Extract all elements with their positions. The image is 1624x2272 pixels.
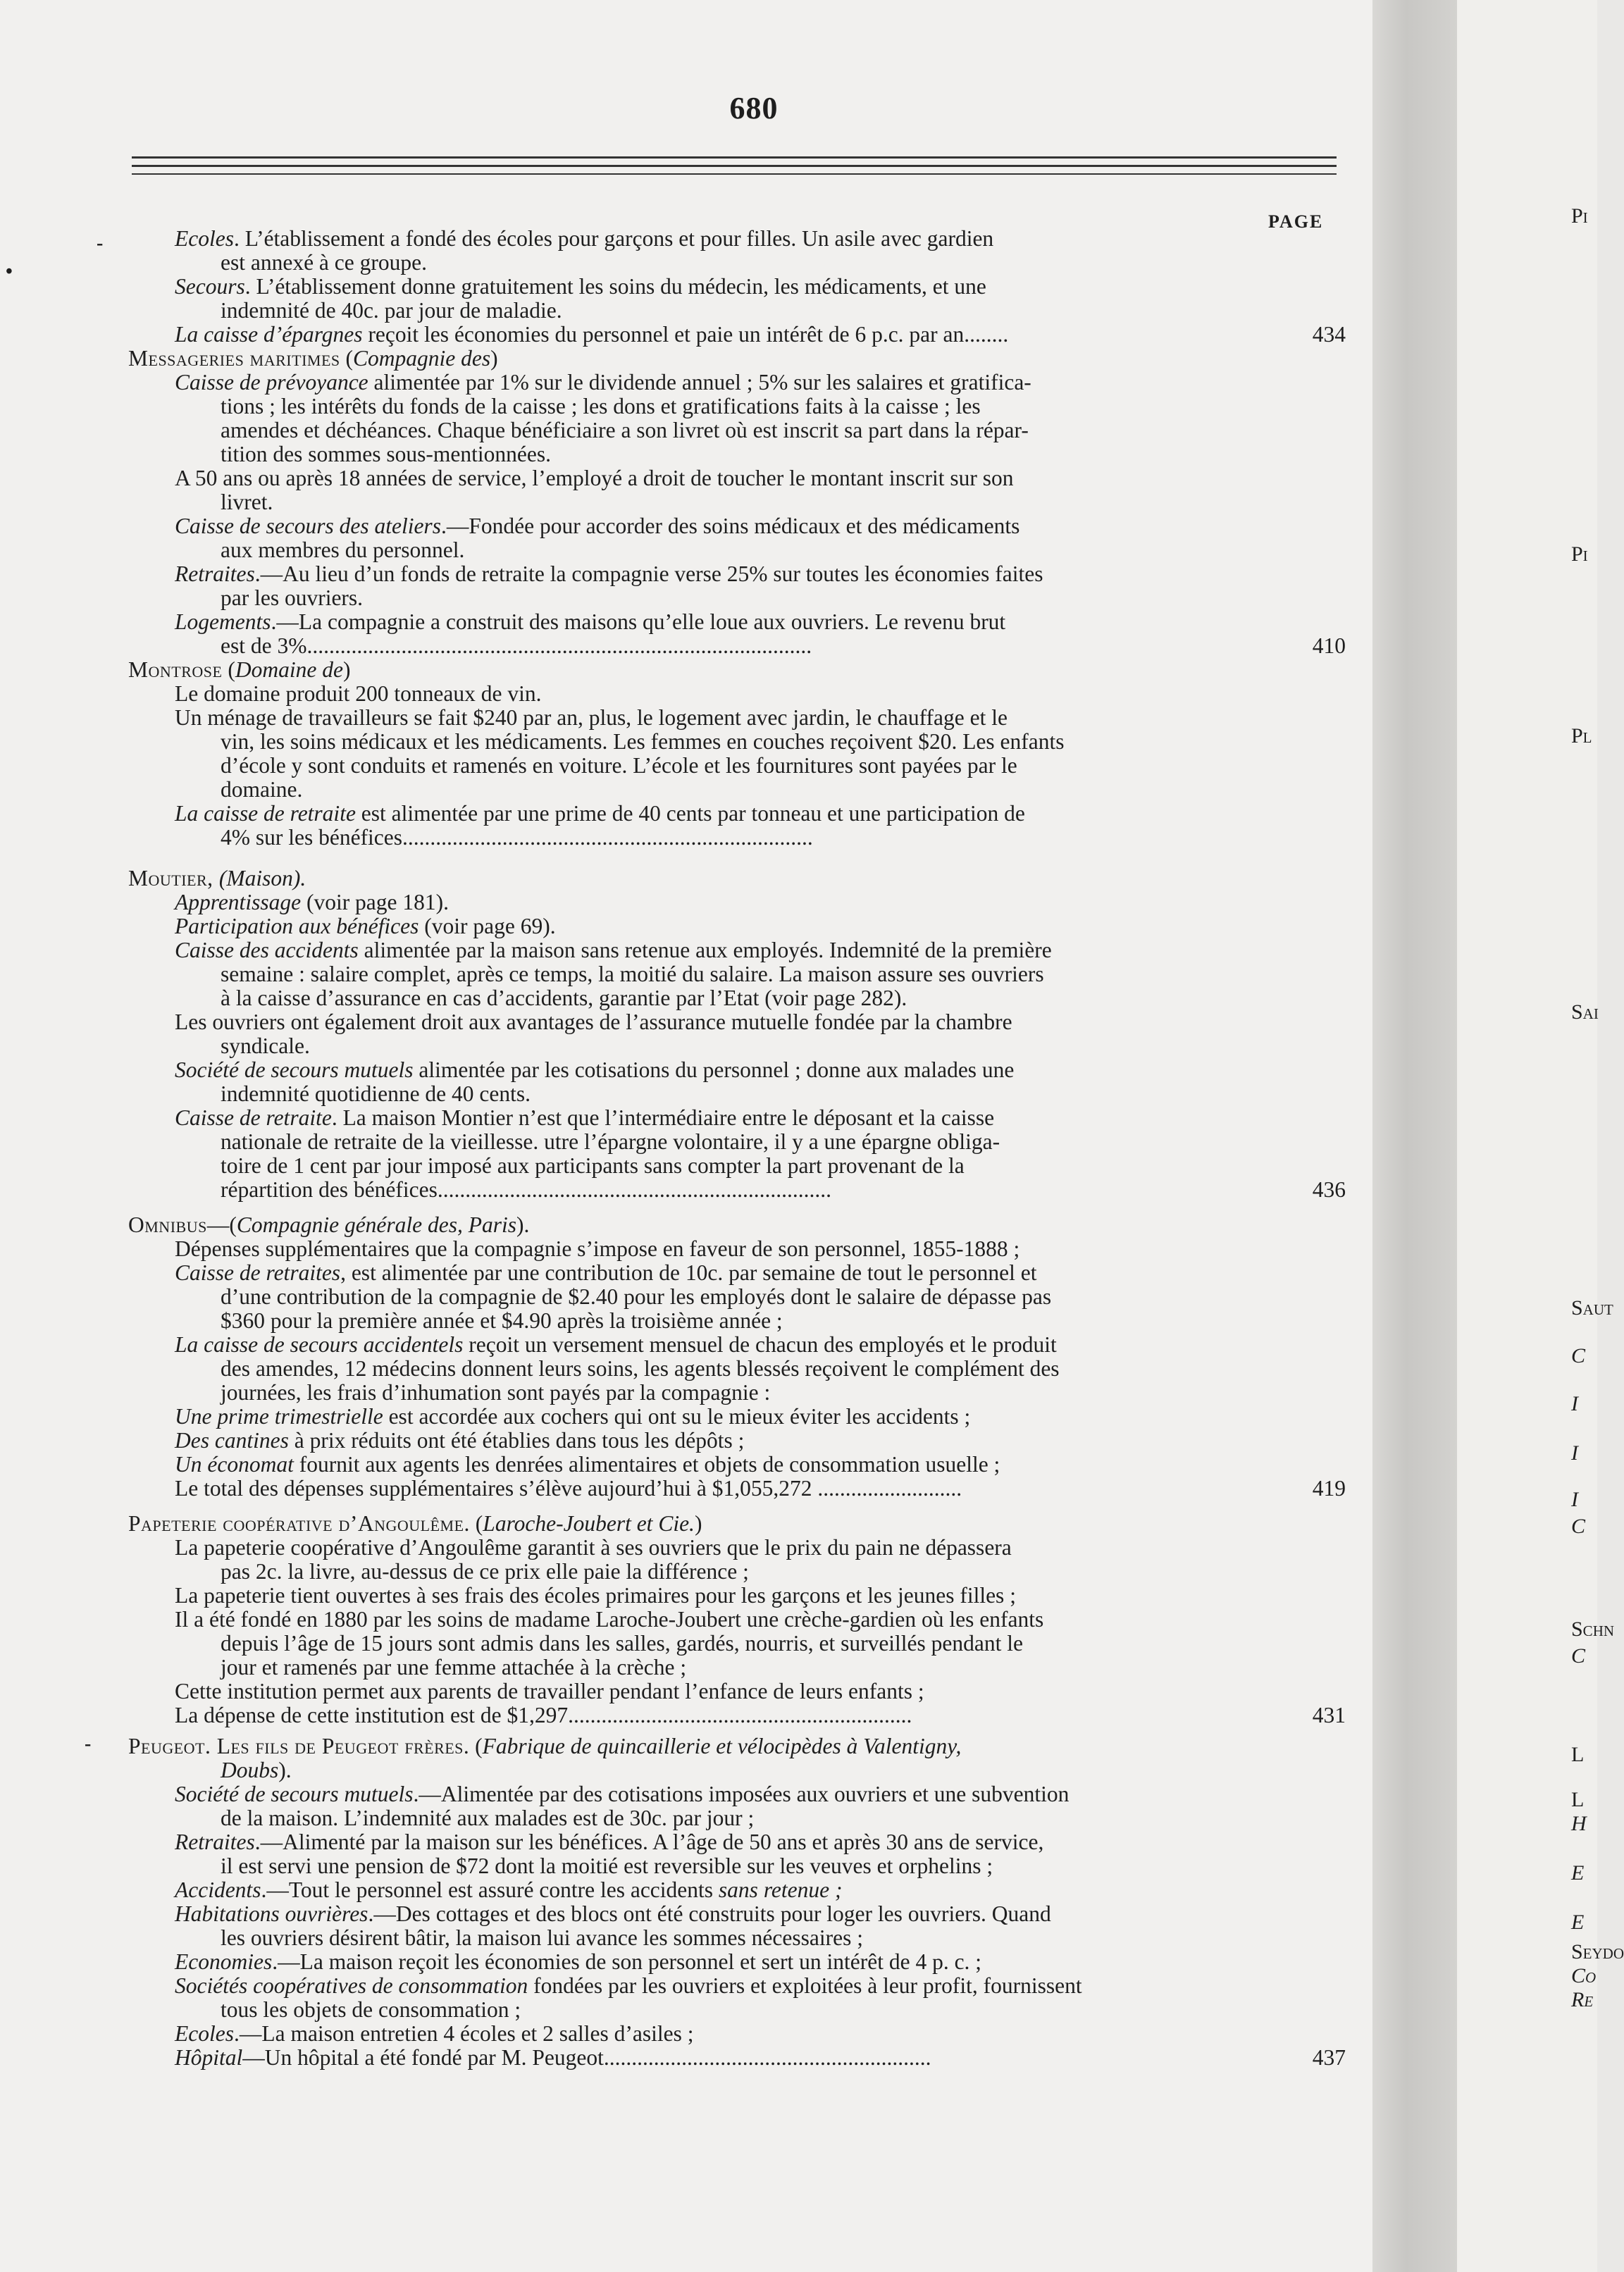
text-line bbox=[128, 1213, 529, 1237]
text-line bbox=[221, 1154, 965, 1178]
facing-page-word: C bbox=[1571, 1515, 1586, 1538]
text-line bbox=[128, 1512, 702, 1536]
text-run: —Un hôpital a été fondé par M. Peugeot........................................................... bbox=[242, 2045, 931, 2070]
text-run: ) bbox=[342, 657, 351, 682]
text-line bbox=[175, 1106, 994, 1130]
text-line bbox=[128, 867, 306, 890]
text-run: à prix réduits ont été établies dans tous les dépôts ; bbox=[288, 1428, 745, 1453]
facing-page-word: Pl bbox=[1571, 724, 1592, 747]
text-run: La dépense de cette institution est de $1,297.............................................................. bbox=[175, 1703, 912, 1727]
text-run: tous les objets de consommation ; bbox=[221, 1997, 521, 2022]
text-run: à la caisse d’assurance en cas d’accidents, garantie par l’Etat (voir page 282). bbox=[221, 986, 907, 1010]
text-run: jour et ramenés par une femme attachée à la crèche ; bbox=[221, 1655, 687, 1680]
text-run: .—La maison entretien 4 écoles et 2 salles d’asiles ; bbox=[233, 2021, 694, 2046]
text-line bbox=[175, 1902, 1051, 1926]
text-run: . La maison Montier n’est que l’intermédiaire entre le déposant et la caisse bbox=[331, 1105, 995, 1130]
italic-run: Caisse de retraite bbox=[175, 1105, 332, 1130]
text-line bbox=[175, 1405, 970, 1429]
text-line bbox=[175, 2022, 694, 2046]
text-run: est alimentée par une prime de 40 cents par tonneau et une participation de bbox=[355, 801, 1025, 826]
italic-run: Participation aux bénéfices bbox=[175, 914, 419, 938]
text-line bbox=[221, 1854, 993, 1878]
page-reference: 410 bbox=[1312, 633, 1346, 658]
italic-run: Secours bbox=[175, 274, 245, 299]
text-run: indemnité de 40c. par jour de maladie. bbox=[221, 298, 562, 323]
text-run: Les ouvriers ont également droit aux avantages de l’assurance mutuelle fondée par la chambre bbox=[175, 1010, 1012, 1034]
facing-page-word: Re bbox=[1571, 1988, 1594, 2011]
text-run: ). bbox=[516, 1212, 530, 1237]
text-line bbox=[175, 938, 1052, 962]
italic-run: Sociétés coopératives de consommation bbox=[175, 1973, 528, 1998]
italic-run: Caisse des accidents bbox=[175, 938, 359, 962]
page-reference: 434 bbox=[1312, 322, 1346, 347]
facing-page-word: C bbox=[1571, 1644, 1586, 1668]
text-line bbox=[175, 1333, 1057, 1357]
text-run: pas 2c. la livre, au-dessus de ce prix elle paie la différence ; bbox=[221, 1559, 749, 1584]
text-run: .—Alimentée par des cotisations imposées aux ouvriers et une subvention bbox=[413, 1782, 1070, 1806]
text-run: . L’établissement a fondé des écoles pour garçons et pour filles. Un asile avec gardien bbox=[233, 226, 994, 251]
text-run: reçoit les économies du personnel et paie un intérêt de 6 p.c. par an........ bbox=[362, 322, 1009, 347]
entry-heading: Omnibus bbox=[128, 1212, 207, 1237]
page-reference: 431 bbox=[1312, 1703, 1346, 1727]
margin-mark: - bbox=[97, 232, 104, 254]
text-run: journées, les frais d’inhumation sont payés par la compagnie : bbox=[221, 1380, 771, 1405]
text-run: ). bbox=[278, 1758, 292, 1782]
text-line bbox=[221, 1130, 1000, 1154]
text-run: reçoit un versement mensuel de chacun des employés et le produit bbox=[463, 1332, 1057, 1357]
text-line bbox=[175, 1950, 981, 1974]
facing-page-word: Saut bbox=[1571, 1296, 1613, 1320]
text-line bbox=[175, 1429, 744, 1453]
text-line bbox=[175, 1782, 1069, 1806]
header-rule bbox=[132, 173, 1337, 175]
page-reference: 419 bbox=[1312, 1476, 1346, 1501]
italic-run: Apprentissage bbox=[175, 890, 302, 914]
text-run: nationale de retraite de la vieillesse. utre l’épargne volontaire, il y a une épargne obliga- bbox=[221, 1129, 1000, 1154]
text-run: Il a été fondé en 1880 par les soins de madame Laroche-Joubert une crèche-gardien où les enfants bbox=[175, 1607, 1044, 1632]
text-run: Le domaine produit 200 tonneaux de vin. bbox=[175, 681, 542, 706]
text-line bbox=[221, 1926, 863, 1950]
text-line bbox=[175, 1680, 924, 1703]
facing-page-word: L bbox=[1571, 1743, 1585, 1766]
text-line bbox=[221, 826, 813, 850]
text-run: amendes et déchéances. Chaque bénéficiaire a son livret où est inscrit sa part dans la répar- bbox=[221, 418, 1029, 442]
text-run: semaine : salaire complet, après ce temps, la moitié du salaire. La maison assure ses ouvriers bbox=[221, 962, 1044, 986]
text-run: .—Alimenté par la maison sur les bénéfices. A l’âge de 50 ans et après 30 ans de service, bbox=[254, 1830, 1044, 1854]
entry-heading: Papeterie coopérative d’Angoulême. bbox=[128, 1511, 470, 1536]
text-run: d’une contribution de la compagnie de $2.40 pour les employés dont le salaire de dépasse pas bbox=[221, 1284, 1052, 1309]
text-line bbox=[221, 1758, 292, 1782]
text-line bbox=[221, 1656, 686, 1680]
facing-page-word: I bbox=[1571, 1488, 1578, 1511]
text-line bbox=[175, 706, 1008, 730]
text-run: ) bbox=[490, 346, 498, 371]
italic-run: La caisse de secours accidentels bbox=[175, 1332, 464, 1357]
text-line bbox=[175, 1453, 1000, 1477]
text-line bbox=[221, 754, 1017, 778]
text-run: est accordée aux cochers qui ont su le mieux éviter les accidents ; bbox=[383, 1404, 971, 1429]
text-run: fournit aux agents les denrées alimentaires et objets de consommation usuelle ; bbox=[293, 1452, 1000, 1477]
text-line bbox=[221, 1309, 783, 1333]
text-run: Dépenses supplémentaires que la compagnie s’impose en faveur de son personnel, 1855-1888 ; bbox=[175, 1236, 1020, 1261]
text-line bbox=[175, 914, 556, 938]
text-line bbox=[221, 986, 907, 1010]
text-line bbox=[221, 1034, 310, 1058]
text-run: des amendes, 12 médecins donnent leurs soins, les agents blessés reçoivent le complément des bbox=[221, 1356, 1060, 1381]
book-gutter bbox=[1372, 0, 1457, 2272]
text-line bbox=[221, 1998, 521, 2022]
text-run: alimentée par les cotisations du personnel ; donne aux malades une bbox=[413, 1057, 1015, 1082]
italic-run: Ecoles bbox=[175, 2021, 234, 2046]
text-line bbox=[221, 418, 1029, 442]
facing-page-word: I bbox=[1571, 1392, 1578, 1415]
page-column-label: PAGE bbox=[1268, 211, 1324, 232]
text-line bbox=[175, 802, 1025, 826]
text-run: alimentée par la maison sans retenue aux employés. Indemnité de la première bbox=[358, 938, 1052, 962]
text-run: aux membres du personnel. bbox=[221, 538, 465, 562]
text-line bbox=[175, 1584, 1016, 1608]
text-run: .—La compagnie a construit des maisons qu’elle loue aux ouvriers. Le revenu brut bbox=[271, 609, 1006, 634]
italic-run: Des cantines bbox=[175, 1428, 289, 1453]
text-run: d’école y sont conduits et ramenés en voiture. L’école et les fournitures sont payées par le bbox=[221, 753, 1017, 778]
text-run: (voir page 69). bbox=[419, 914, 556, 938]
text-run: .—Des cottages et des blocs ont été construits pour loger les ouvriers. Quand bbox=[368, 1901, 1051, 1926]
margin-mark: - bbox=[85, 1733, 92, 1755]
text-run: depuis l’âge de 15 jours sont admis dans les salles, gardés, nourris, et surveillés pendant le bbox=[221, 1631, 1023, 1656]
text-line bbox=[221, 490, 273, 514]
italic-run: Un économat bbox=[175, 1452, 294, 1477]
text-line bbox=[221, 778, 302, 802]
text-line bbox=[175, 1703, 912, 1727]
text-run: ( bbox=[340, 346, 354, 371]
text-run: tions ; les intérêts du fonds de la caisse ; les dons et gratifications faits à la caisse ; les bbox=[221, 394, 981, 418]
page-reference: 436 bbox=[1312, 1177, 1346, 1202]
text-run: 4% sur les bénéfices.......................................................................... bbox=[221, 825, 813, 850]
italic-run: Economies bbox=[175, 1949, 273, 1974]
italic-run: Laroche-Joubert et Cie. bbox=[483, 1511, 695, 1536]
text-run: est annexé à ce groupe. bbox=[221, 250, 427, 275]
text-line bbox=[221, 1381, 770, 1405]
page-reference: 437 bbox=[1312, 2045, 1346, 2070]
text-run: $360 pour la première année et $4.90 après la troisième année ; bbox=[221, 1308, 783, 1333]
entry-heading: Moutier, bbox=[128, 866, 219, 890]
text-line bbox=[221, 395, 981, 418]
text-line bbox=[221, 1806, 754, 1830]
italic-run: Domaine de bbox=[235, 657, 343, 682]
italic-run: Habitations ouvrières bbox=[175, 1901, 368, 1926]
facing-page-word: H bbox=[1571, 1812, 1587, 1835]
text-line bbox=[221, 251, 427, 275]
entry-heading: Montrose bbox=[128, 657, 223, 682]
italic-run: Logements bbox=[175, 609, 271, 634]
italic-run: Caisse de retraites bbox=[175, 1260, 341, 1285]
entry-heading: Peugeot. Les fils de Peugeot frères. bbox=[128, 1734, 470, 1758]
facing-page-word: Seydo bbox=[1571, 1940, 1624, 1963]
italic-run: Caisse de prévoyance bbox=[175, 370, 368, 395]
page-number: 680 bbox=[729, 91, 779, 125]
text-line bbox=[128, 1734, 961, 1758]
text-run: .—Tout le personnel est assuré contre les accidents bbox=[261, 1877, 719, 1902]
text-line bbox=[221, 1632, 1023, 1656]
text-run: .—La maison reçoit les économies de son personnel et sert un intérêt de 4 p. c. ; bbox=[272, 1949, 982, 1974]
text-run: Un ménage de travailleurs se fait $240 par an, plus, le logement avec jardin, le chauffage et le bbox=[175, 705, 1008, 730]
italic-run: Compagnie générale des, Paris bbox=[236, 1212, 517, 1237]
italic-run: Accidents bbox=[175, 1877, 261, 1902]
text-line bbox=[175, 275, 986, 299]
facing-page-word: I bbox=[1571, 1441, 1578, 1465]
facing-page-word: E bbox=[1571, 1861, 1585, 1885]
text-line bbox=[175, 610, 1005, 634]
text-run: Le total des dépenses supplémentaires s’élève aujourd’hui à $1,055,272 .......................... bbox=[175, 1476, 962, 1501]
text-line bbox=[175, 1974, 1082, 1998]
text-line bbox=[175, 323, 1008, 347]
text-run: La papeterie coopérative d’Angoulême garantit à ses ouvriers que le prix du pain ne dépassera bbox=[175, 1535, 1012, 1560]
italic-run: Retraites bbox=[175, 1830, 255, 1854]
text-run: domaine. bbox=[221, 777, 303, 802]
italic-run: (Maison). bbox=[218, 866, 306, 890]
text-run: —( bbox=[206, 1212, 237, 1237]
text-run: La papeterie tient ouvertes à ses frais des écoles primaires pour les garçons et les jeunes filles ; bbox=[175, 1583, 1016, 1608]
facing-page-word: Schn bbox=[1571, 1618, 1615, 1641]
text-run: tition des sommes sous-mentionnées. bbox=[221, 442, 551, 466]
italic-run: La caisse d’épargnes bbox=[175, 322, 363, 347]
text-run: Cette institution permet aux parents de travailler pendant l’enfance de leurs enfants ; bbox=[175, 1679, 924, 1703]
facing-page-word: Pi bbox=[1571, 542, 1588, 566]
text-run: ( bbox=[222, 657, 235, 682]
text-line bbox=[175, 1261, 1036, 1285]
text-line bbox=[175, 562, 1043, 586]
margin-mark: • bbox=[6, 261, 13, 283]
entry-heading: Messageries maritimes bbox=[128, 346, 340, 371]
text-line bbox=[175, 890, 449, 914]
text-line bbox=[221, 1082, 531, 1106]
text-line bbox=[221, 1560, 749, 1584]
facing-page-word: Pi bbox=[1571, 204, 1588, 228]
text-run: .—Fondée pour accorder des soins médicaux et des médicaments bbox=[440, 514, 1020, 538]
text-line bbox=[221, 962, 1044, 986]
text-line bbox=[128, 658, 350, 682]
italic-run: Fabrique de quincaillerie et vélocipèdes à Valentigny, bbox=[482, 1734, 962, 1758]
text-line bbox=[175, 514, 1019, 538]
text-line bbox=[175, 1237, 1019, 1261]
text-run: , est alimentée par une contribution de 10c. par semaine de tout le personnel et bbox=[340, 1260, 1037, 1285]
italic-run: Ecoles bbox=[175, 226, 234, 251]
text-line bbox=[175, 1010, 1012, 1034]
text-line bbox=[175, 1536, 1012, 1560]
text-run: ) bbox=[694, 1511, 702, 1536]
text-run: ( bbox=[469, 1511, 483, 1536]
text-line bbox=[221, 442, 551, 466]
facing-page-word: Co bbox=[1571, 1964, 1597, 1987]
facing-page-word: E bbox=[1571, 1911, 1585, 1934]
text-line bbox=[221, 730, 1065, 754]
text-run: . L’établissement donne gratuitement les soins du médecin, les médicaments, et une bbox=[244, 274, 986, 299]
text-run: alimentée par 1% sur le dividende annuel ; 5% sur les salaires et gratifica- bbox=[368, 370, 1031, 395]
text-run: (voir page 181). bbox=[301, 890, 450, 914]
text-run: livret. bbox=[221, 490, 273, 514]
italic-run: Société de secours mutuels bbox=[175, 1782, 414, 1806]
facing-page-word: C bbox=[1571, 1344, 1586, 1367]
text-line bbox=[128, 347, 498, 371]
text-line bbox=[175, 1477, 962, 1501]
text-line bbox=[175, 1830, 1043, 1854]
text-line bbox=[175, 227, 993, 251]
italic-run: Une prime trimestrielle bbox=[175, 1404, 383, 1429]
text-run: vin, les soins médicaux et les médicaments. Les femmes en couches reçoivent $20. Les enfants bbox=[221, 729, 1065, 754]
text-line bbox=[221, 299, 562, 323]
text-run: de la maison. L’indemnité aux malades est de 30c. par jour ; bbox=[221, 1806, 755, 1830]
text-run: est de 3%........................................................................................... bbox=[221, 633, 812, 658]
text-run: fondées par les ouvriers et exploitées à leur profit, fournissent bbox=[528, 1973, 1082, 1998]
text-line bbox=[221, 538, 464, 562]
italic-run: Compagnie des bbox=[353, 346, 491, 371]
text-line bbox=[175, 1608, 1043, 1632]
facing-page-word: Sai bbox=[1571, 1000, 1599, 1024]
text-line bbox=[221, 1357, 1060, 1381]
text-line bbox=[221, 1178, 831, 1202]
text-line bbox=[175, 1058, 1014, 1082]
italic-run: Retraites bbox=[175, 561, 255, 586]
text-line bbox=[175, 466, 1014, 490]
text-line bbox=[221, 634, 812, 658]
facing-page-word: L bbox=[1571, 1788, 1585, 1811]
text-run: ( bbox=[469, 1734, 483, 1758]
text-run: il est servi une pension de $72 dont la moitié est reversible sur les veuves et orphelins ; bbox=[221, 1854, 993, 1878]
italic-run: La caisse de retraite bbox=[175, 801, 356, 826]
text-run: les ouvriers désirent bâtir, la maison lui avance les sommes nécessaires ; bbox=[221, 1925, 863, 1950]
italic-run: sans retenue ; bbox=[718, 1877, 843, 1902]
italic-run: Société de secours mutuels bbox=[175, 1057, 414, 1082]
text-run: toire de 1 cent par jour imposé aux participants sans compter la part provenant de la bbox=[221, 1153, 965, 1178]
header-rule bbox=[132, 165, 1337, 167]
text-line bbox=[175, 1878, 842, 1902]
text-run: A 50 ans ou après 18 années de service, l’employé a droit de toucher le montant inscrit sur son bbox=[175, 466, 1014, 490]
italic-run: Doubs bbox=[221, 1758, 279, 1782]
text-line bbox=[221, 586, 363, 610]
text-line bbox=[175, 371, 1031, 395]
header-rule bbox=[132, 156, 1337, 159]
text-line bbox=[221, 1285, 1051, 1309]
text-run: par les ouvriers. bbox=[221, 585, 364, 610]
italic-run: Hôpital bbox=[175, 2045, 243, 2070]
text-run: répartition des bénéfices....................................................................... bbox=[221, 1177, 831, 1202]
italic-run: Caisse de secours des ateliers bbox=[175, 514, 441, 538]
text-run: indemnité quotidienne de 40 cents. bbox=[221, 1081, 531, 1106]
text-run: syndicale. bbox=[221, 1033, 310, 1058]
text-line bbox=[175, 682, 542, 706]
text-line bbox=[175, 2046, 931, 2070]
text-run: .—Au lieu d’un fonds de retraite la compagnie verse 25% sur toutes les économies faites bbox=[254, 561, 1043, 586]
